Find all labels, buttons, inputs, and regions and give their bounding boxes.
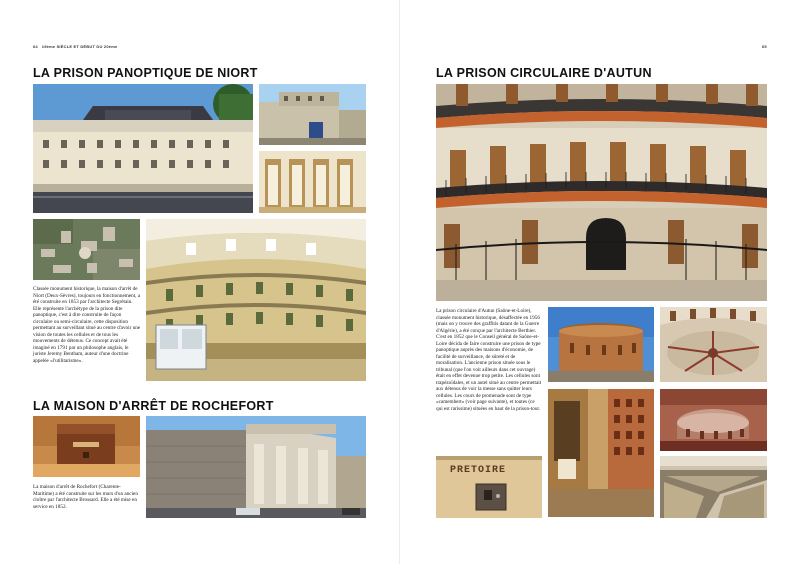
- photo-rochefort-box: [33, 416, 140, 477]
- section-heading-rochefort: LA MAISON D'ARRÊT DE ROCHEFORT: [33, 399, 274, 413]
- photo-autun-courtyards: [660, 307, 767, 382]
- photo-rochefort-building: [146, 416, 366, 518]
- photo-autun-interior: [436, 84, 767, 301]
- photo-autun-walled-courts: [660, 456, 767, 518]
- photo-autun-tower: [548, 307, 654, 382]
- photo-niort-arches: [259, 151, 366, 213]
- right-page: [400, 0, 800, 564]
- section-heading-niort: LA PRISON PANOPTIQUE DE NIORT: [33, 66, 258, 80]
- running-head: 19ème SIÈCLE ET DÉBUT DU 20ème: [41, 44, 118, 49]
- photo-niort-aerial: [33, 219, 140, 280]
- niort-description: Classée monument historique, la maison d'arrêt de Niort (Deux-Sèvres), toujours en fonctionnement, a été construite en 1853 par l'architecte Segrétain. Elle représente l'archétype de la prison dite panoptique, c'est à dire construite de façon circulaire ou semi-circulaire, cette disposition permettant au surveillant situé au centre d'avoir une vision de toutes les cellules et de tous les mouvements de détenus. Ce concept avait été imaginé en 1791 par un philosophe anglais, le juriste Jeremy Bentham, auteur d'une doctrine appelée «l'utilitarisme».: [33, 286, 141, 364]
- photo-autun-cell-door: [548, 389, 654, 517]
- photo-niort-panopticon-interior: [146, 219, 366, 381]
- pretoire-sign-label: PRETOIRE: [450, 465, 507, 476]
- section-heading-autun: LA PRISON CIRCULAIRE D'AUTUN: [436, 66, 652, 80]
- rochefort-description: La maison d'arrêt de Rochefort (Charente-Maritime) a été construite sur les murs d'un ancien cloître par l'architecte Brossard. Elle a été mise en service en 1852.: [33, 484, 138, 510]
- page-number: 64: [33, 44, 38, 49]
- photo-niort-exterior: [33, 84, 253, 213]
- page-header-left: [33, 44, 117, 49]
- photo-niort-gate: [259, 84, 366, 145]
- autun-description: La prison circulaire d'Autun (Saône-et-Loire), classée monument historique, désaffectée en 1956 (mais on y trouve des graffitis datant de la Guerre d'Algérie), a été conçue par l'architecte Berthier. C'est en 1852 que le Conseil général de Saône-et-Loire décida de faire construire une prison de type panoptique auprès des maisons d'économie, de facilité de surveillance, de sûreté et de moralisation. L'ancienne prison située sous le tribunal (que l'on voit ailleurs dans cet ouvrage) était en effet devenue trop petite. Les cellules sont trapézoïdales, et un autel situé au centre permettait aux détenus de voir la messe sans quitter leurs cellules. Les cours de promenade sont de type «camembert» (voir page suivante), et toutes (ce qui est rarissime) situées en haut de la prison-tour.: [436, 308, 542, 412]
- page-number-right: 65: [762, 44, 767, 49]
- photo-pretoire-sign: [436, 456, 542, 518]
- photo-autun-rotunda: [660, 389, 767, 451]
